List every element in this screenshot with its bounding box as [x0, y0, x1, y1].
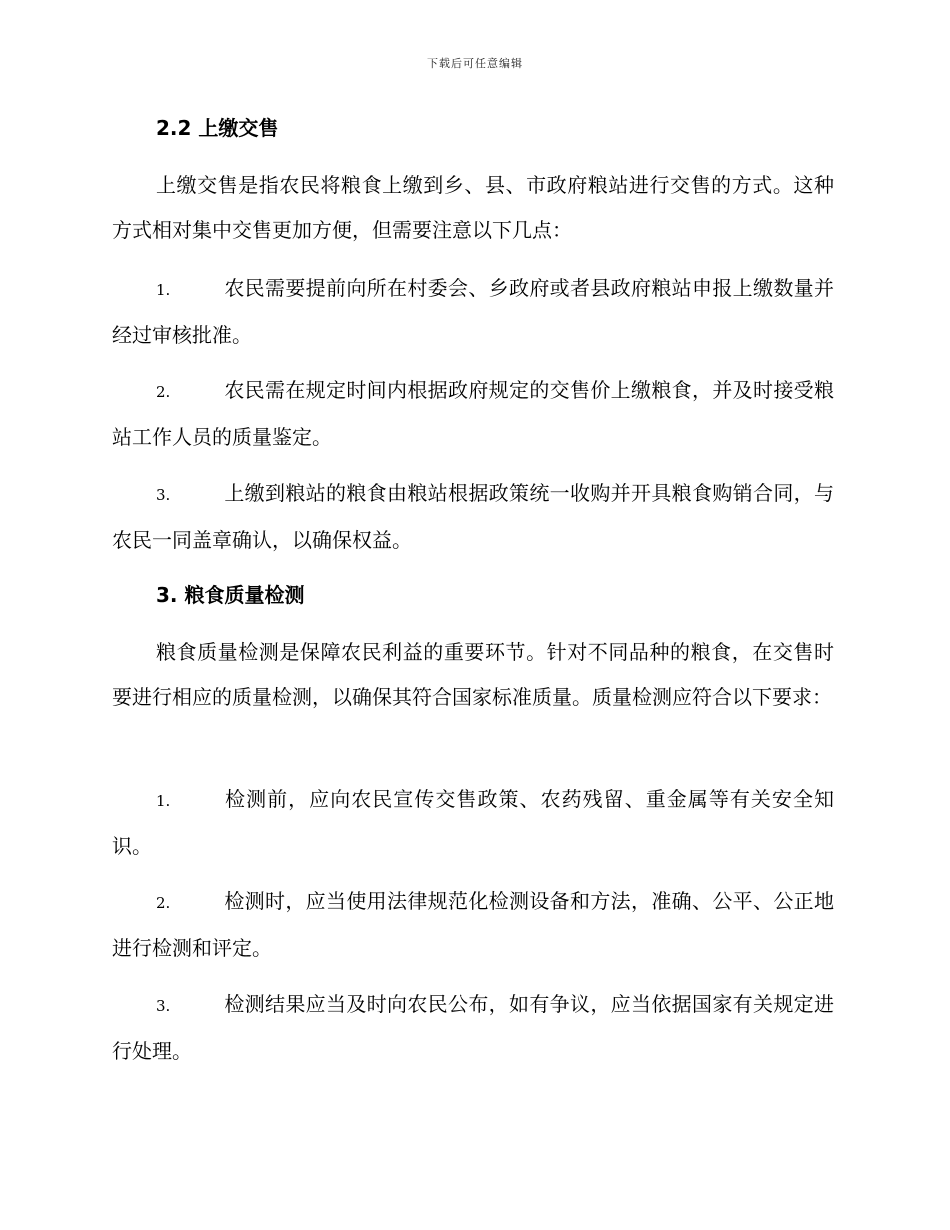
list-item-number: 3. [156, 997, 171, 1015]
list-item-number: 1. [156, 281, 171, 299]
list-item [112, 368, 834, 460]
list-item-text: 农民需要提前向所在村委会、乡政府或者县政府粮站申报上缴数量并经过审核批准。 [112, 276, 834, 347]
list-item-number: 2. [156, 383, 171, 401]
list-item-text: 检测时，应当使用法律规范化检测设备和方法，准确、公平、公正地进行检测和评定。 [112, 889, 834, 960]
header-note: 下载后可任意编辑 [427, 57, 523, 70]
list-item [112, 879, 834, 971]
section-heading-2-2: 2.2 上缴交售 [156, 116, 279, 140]
section-3-intro: 粮食质量检测是保障农民利益的重要环节。针对不同品种的粮食，在交售时要进行相应的质量检测，以确保其符合国家标准质量。质量检测应符合以下要求： [112, 640, 834, 709]
list-item [112, 471, 834, 563]
list-item-text: 检测结果应当及时向农民公布，如有争议，应当依据国家有关规定进行处理。 [112, 992, 834, 1063]
list-item [112, 777, 834, 869]
section-2-2-intro: 上缴交售是指农民将粮食上缴到乡、县、市政府粮站进行交售的方式。这种方式相对集中交售更加方便，但需要注意以下几点： [112, 173, 834, 242]
list-item-text: 检测前，应向农民宣传交售政策、农药残留、重金属等有关安全知识。 [112, 787, 834, 858]
list-item [112, 982, 834, 1074]
section-heading-3: 3. 粮食质量检测 [156, 583, 305, 607]
list-item-number: 1. [156, 792, 171, 810]
list-item [112, 266, 834, 358]
list-item-number: 2. [156, 894, 171, 912]
list-item-text: 农民需在规定时间内根据政府规定的交售价上缴粮食，并及时接受粮站工作人员的质量鉴定。 [112, 378, 834, 449]
list-item-number: 3. [156, 486, 171, 504]
list-item-text: 上缴到粮站的粮食由粮站根据政策统一收购并开具粮食购销合同，与农民一同盖章确认，以确保权益。 [112, 481, 834, 552]
